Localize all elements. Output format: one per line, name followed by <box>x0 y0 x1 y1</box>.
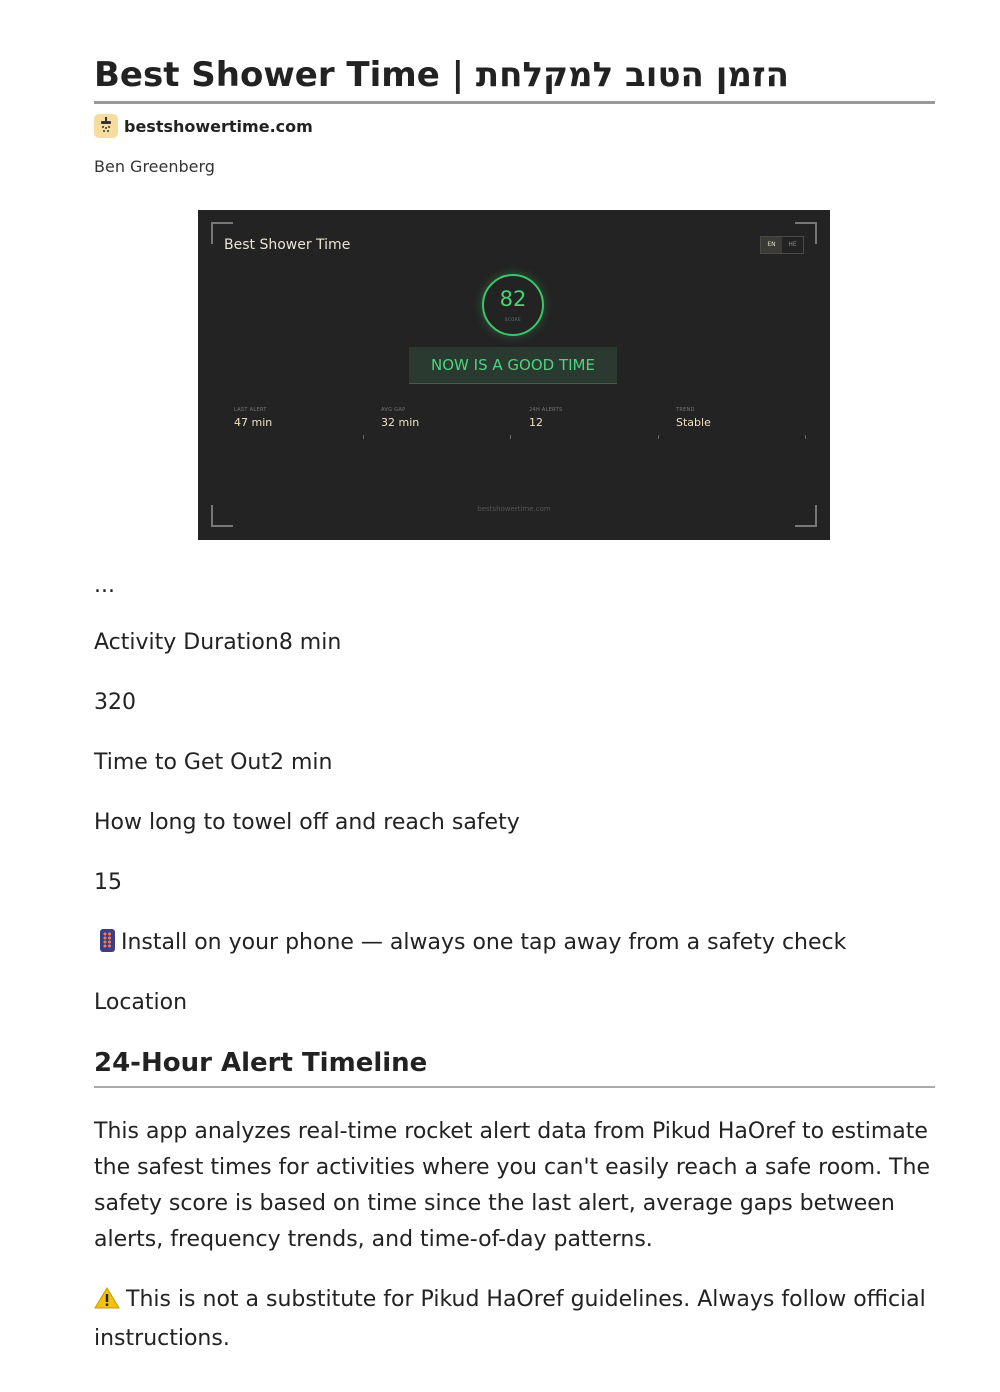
shower-icon <box>94 114 118 138</box>
stat-avg-gap <box>381 407 511 439</box>
activity-duration-label: Activity Duration8 min <box>94 630 342 655</box>
status-text: NOW IS A GOOD TIME <box>431 356 595 374</box>
site-name[interactable]: bestshowertime.com <box>124 116 313 136</box>
score-gauge <box>482 274 544 336</box>
warning-text: This is not a substitute for Pikud HaOref guidelines. Always follow official instructions. <box>94 1287 926 1351</box>
lang-en-button: EN <box>761 237 782 253</box>
install-prompt[interactable] <box>100 925 846 961</box>
page-title: Best Shower Time | הזמן הטוב למקלחת <box>94 55 789 95</box>
mobile-phone-icon <box>100 929 115 952</box>
status-banner <box>409 347 617 384</box>
stat-trend <box>676 407 806 439</box>
warning-paragraph <box>94 1282 935 1357</box>
stat-24h-alerts <box>529 407 659 439</box>
location-label: Location <box>94 990 188 1015</box>
warning-icon <box>94 1285 120 1321</box>
lang-he-button: HE <box>788 241 797 248</box>
stat-label: 24H ALERTS <box>529 407 563 413</box>
screenshot-footer: bestshowertime.com <box>477 505 551 513</box>
app-title: Best Shower Time <box>224 237 351 253</box>
ellipsis: ... <box>94 573 115 598</box>
section-heading: 24-Hour Alert Timeline <box>94 1048 428 1078</box>
stat-divider <box>805 435 806 439</box>
language-toggle <box>760 236 804 254</box>
app-screenshot <box>198 210 830 540</box>
description-paragraph: This app analyzes real-time rocket alert data from Pikud HaOref to estimate the safest times for activities where you can't easily reach a safe room. The safety score is based on time since the last alert, average gaps between alerts, frequency trends, and time-of-day patterns. <box>94 1119 930 1252</box>
stat-label: AVG GAP <box>381 407 406 413</box>
stat-divider <box>363 435 364 439</box>
section-divider <box>94 1086 935 1088</box>
time-to-get-out-value: 15 <box>94 870 122 895</box>
stat-divider <box>658 435 659 439</box>
stat-last-alert <box>234 407 364 439</box>
activity-duration-value: 320 <box>94 690 136 715</box>
title-divider <box>94 101 935 104</box>
site-source[interactable] <box>94 113 313 139</box>
stat-value: 47 min <box>234 416 273 429</box>
score-value: 82 <box>499 287 527 311</box>
time-to-get-out-label: Time to Get Out2 min <box>94 750 333 775</box>
stat-value: Stable <box>676 416 711 429</box>
score-caption: SCORE <box>504 317 522 322</box>
stat-value: 12 <box>529 416 543 429</box>
stat-divider <box>510 435 511 439</box>
author-name: Ben Greenberg <box>94 157 215 176</box>
stat-label: LAST ALERT <box>234 407 267 413</box>
time-to-get-out-hint: How long to towel off and reach safety <box>94 810 520 835</box>
stat-value: 32 min <box>381 416 420 429</box>
stat-label: TREND <box>676 407 695 413</box>
install-text: Install on your phone — always one tap away from a safety check <box>121 930 847 955</box>
